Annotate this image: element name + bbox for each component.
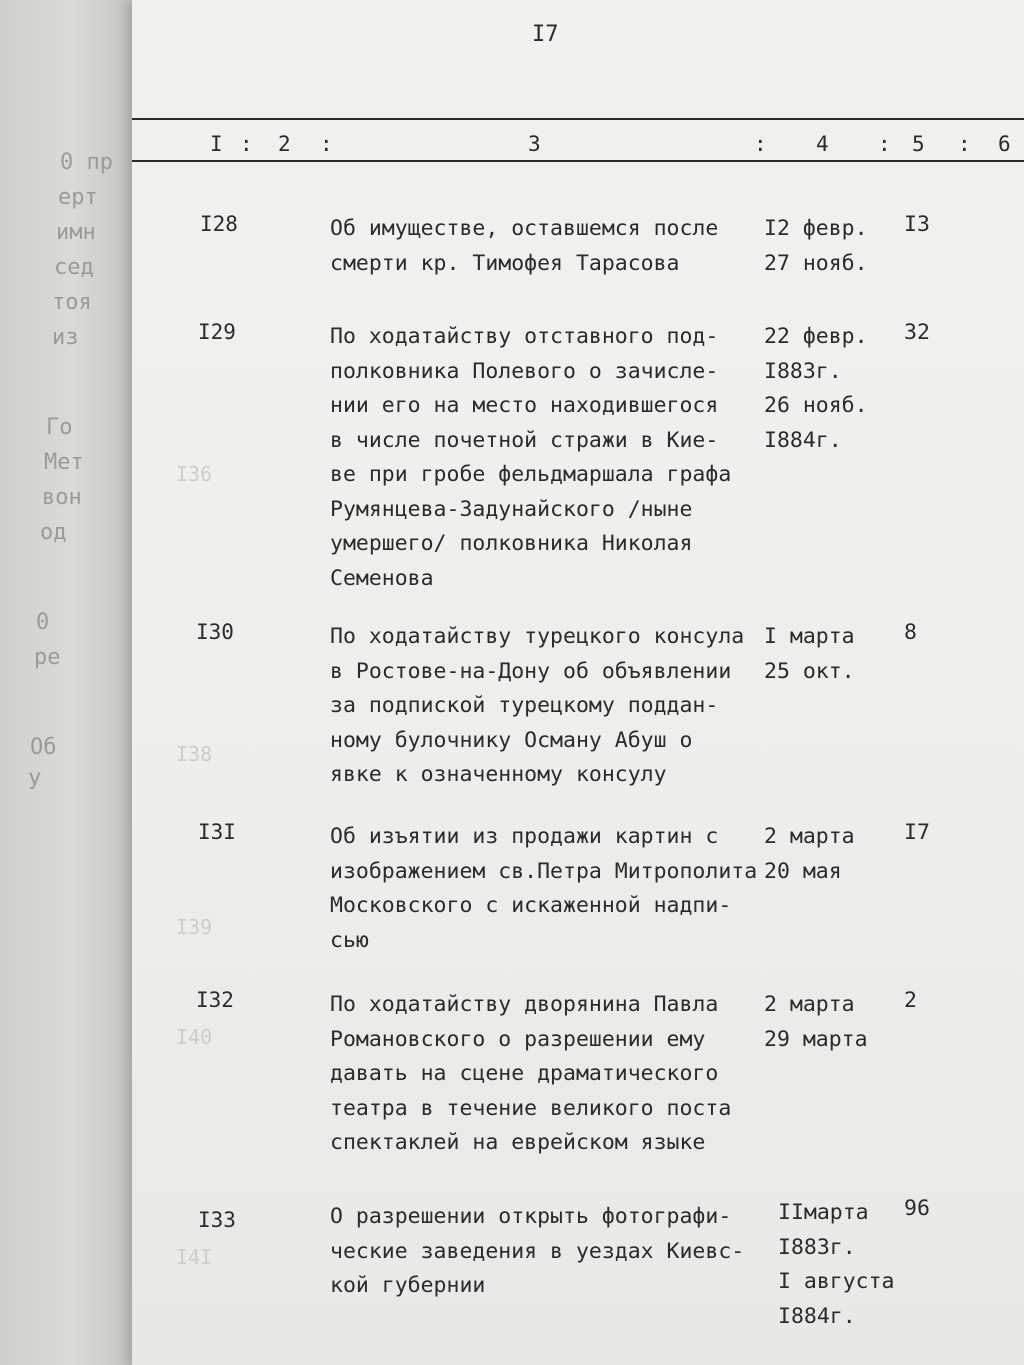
date-line: 2 марта: [764, 824, 855, 849]
column-separator: :: [958, 132, 971, 156]
bleed-text: од: [40, 520, 67, 545]
title-line: Об имуществе, оставшемся после: [330, 216, 719, 241]
title-line: О разрешении открыть фотографи-: [330, 1204, 732, 1229]
column-4-header: 4: [816, 132, 829, 156]
bleed-text: имн: [56, 220, 96, 245]
bleed-text: сед: [54, 255, 94, 280]
column-3-header: 3: [528, 132, 541, 156]
record-number: I3I: [198, 820, 236, 844]
column-separator: :: [878, 132, 891, 156]
date-line: I883г.: [778, 1234, 856, 1260]
title-line: По ходатайству отставного под-: [330, 324, 719, 349]
date-line: I августа: [778, 1269, 895, 1294]
title-line: театра в течение великого поста: [330, 1095, 732, 1121]
previous-page-edge: [0, 0, 132, 1365]
record-title: [330, 820, 770, 958]
date-line: I2 февр.: [764, 216, 868, 241]
bleed-text: У: [28, 770, 42, 795]
record-dates: [764, 212, 904, 281]
date-line: I883г.: [764, 358, 842, 384]
title-line: Романовского о разрешении ему: [330, 1026, 706, 1052]
title-line: Об изъятии из продажи картин с: [330, 824, 719, 849]
record-dates: [764, 320, 904, 458]
record-number: I32: [196, 988, 234, 1012]
bleed-text: 0 пр: [60, 150, 113, 175]
record-number: I33: [198, 1208, 236, 1232]
record-title: [330, 320, 770, 596]
title-line: полковника Полевого о зачисле-: [330, 358, 719, 384]
title-line: По ходатайству дворянина Павла: [330, 992, 719, 1017]
date-line: 20 мая: [764, 858, 842, 884]
bleed-through-mark: I38: [176, 742, 213, 766]
title-line: в числе почетной стражи в Кие-: [330, 427, 719, 453]
sheet-count: 8: [904, 620, 917, 645]
header-rule-bottom: [132, 160, 1024, 162]
title-line: Московского с искаженной надпи-: [330, 893, 732, 918]
page-number: I7: [532, 22, 559, 47]
title-line: кой губернии: [330, 1273, 486, 1298]
bleed-text: ерт: [58, 185, 98, 210]
title-line: в Ростове-на-Дону об объявлении: [330, 658, 732, 684]
archive-inventory-page: [132, 0, 1024, 1365]
title-line: ческие заведения в уездах Киевс-: [330, 1238, 745, 1264]
column-5-header: 5: [912, 132, 925, 156]
record-title: [330, 212, 770, 281]
date-line: I884г.: [764, 427, 842, 453]
column-6-header: 6: [998, 132, 1011, 156]
date-line: 25 окт.: [764, 658, 855, 684]
bleed-through-mark: I39: [176, 915, 213, 939]
column-2-header: 2: [278, 132, 291, 156]
bleed-text: Мет: [44, 450, 84, 475]
header-rule-top: [132, 118, 1024, 120]
sheet-count: I3: [904, 212, 930, 237]
date-line: 27 нояб.: [764, 250, 868, 276]
bleed-text: Го: [46, 415, 73, 440]
title-line: изображением св.Петра Митрополита: [330, 858, 758, 884]
sheet-count: 2: [904, 988, 917, 1013]
bleed-through-mark: I4I: [176, 1245, 213, 1269]
record-title: [330, 988, 770, 1161]
date-line: 2 марта: [764, 992, 855, 1017]
title-line: Румянцева-Задунайского /ныне: [330, 496, 693, 522]
title-line: ному булочнику Осману Абуш о: [330, 727, 693, 753]
title-line: спектаклей на еврейском языке: [330, 1130, 706, 1155]
sheet-count: I7: [904, 820, 930, 845]
column-separator: :: [320, 132, 333, 156]
sheet-count: 96: [904, 1196, 930, 1221]
bleed-through-mark: I36: [176, 462, 213, 486]
bleed-through-mark: I40: [176, 1025, 213, 1049]
date-line: I884г.: [778, 1303, 856, 1329]
date-line: I марта: [764, 624, 855, 649]
record-dates: [764, 988, 904, 1057]
record-title: [330, 1200, 770, 1304]
title-line: умершего/ полковника Николая: [330, 531, 693, 556]
record-dates: [778, 1196, 918, 1334]
column-separator: :: [240, 132, 253, 156]
bleed-text: из: [52, 325, 79, 350]
title-line: за подпиской турецкому поддан-: [330, 693, 719, 718]
record-title: [330, 620, 770, 793]
bleed-text: ре: [34, 645, 61, 670]
title-line: ве при гробе фельдмаршала графа: [330, 462, 732, 487]
record-number: I30: [196, 620, 234, 644]
title-line: сью: [330, 927, 369, 953]
date-line: 26 нояб.: [764, 393, 868, 418]
bleed-text: Об: [30, 735, 57, 760]
date-line: 29 марта: [764, 1026, 868, 1052]
bleed-text: вон: [42, 485, 82, 510]
record-number: I29: [198, 320, 236, 344]
column-separator: :: [754, 132, 767, 156]
record-dates: [764, 820, 904, 889]
bleed-text: тоя: [52, 290, 92, 315]
column-1-header: I: [210, 132, 223, 156]
sheet-count: 32: [904, 320, 930, 345]
date-line: IIмарта: [778, 1200, 869, 1225]
title-line: смерти кр. Тимофея Тарасова: [330, 250, 680, 276]
title-line: Семенова: [330, 565, 434, 591]
title-line: явке к означенному консулу: [330, 762, 667, 787]
record-dates: [764, 620, 904, 689]
title-line: нии его на место находившегося: [330, 393, 719, 418]
bleed-text: 0: [36, 610, 50, 635]
date-line: 22 февр.: [764, 324, 868, 349]
title-line: По ходатайству турецкого консула: [330, 624, 745, 649]
record-number: I28: [200, 212, 238, 236]
title-line: давать на сцене драматического: [330, 1061, 719, 1086]
